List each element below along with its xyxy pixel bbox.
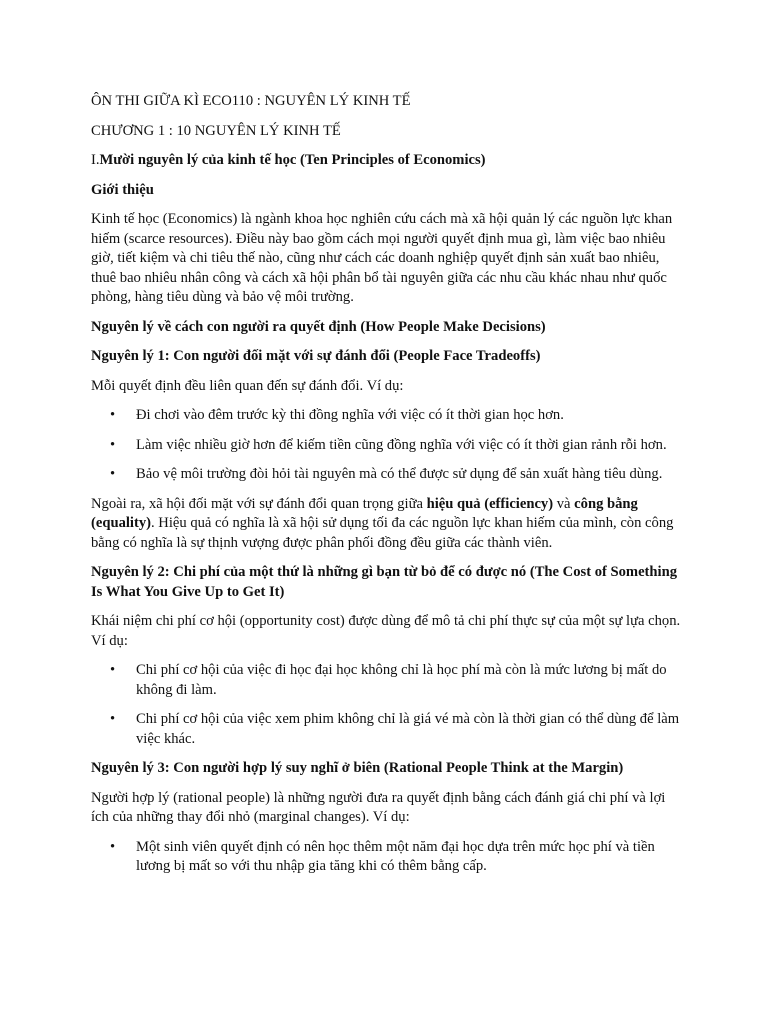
note-text: . Hiệu quả có nghĩa là xã hội sử dụng tối đa các nguồn lực khan hiếm của mình, còn công bằng có nghĩa là sự thịnh vượng được phân phối đồng đều giữa các thành viên. [91, 515, 674, 551]
list-item [91, 436, 681, 456]
principle2-heading: Nguyên lý 2: Chi phí của một thứ là những gì bạn từ bỏ để có được nó (The Cost of Something Is What You Give Up to Get It) [91, 564, 677, 600]
note-term-equality: công bằng (equality) [91, 495, 638, 531]
list-item-text: Làm việc nhiều giờ hơn để kiếm tiền cũng đồng nghĩa với việc có ít thời gian rảnh rỗi hơn. [136, 436, 667, 453]
section-heading [91, 151, 681, 171]
list-item [91, 406, 681, 426]
list-item-text: Bảo vệ môi trường đòi hỏi tài nguyên mà có thể được sử dụng để sản xuất hàng tiêu dùng. [136, 466, 663, 482]
principle3-list [91, 838, 681, 877]
intro-heading: Giới thiệu [91, 181, 154, 198]
bullet-icon: • [110, 407, 116, 423]
list-item-text: Một sinh viên quyết định có nên học thêm một năm đại học dựa trên mức học phí và tiền lương bị mất so với thu nhập gia tăng khi có thêm bằng cấp. [136, 838, 655, 874]
bullet-icon: • [110, 711, 116, 727]
section-number: I. [91, 152, 100, 168]
intro-paragraph: Kinh tế học (Economics) là ngành khoa học nghiên cứu cách mà xã hội quản lý các nguồn lực khan hiếm (scarce resources). Điều này bao gồm cách mọi người quyết định mua gì, làm việc bao nhiêu giờ, tiết kiệm và chi tiêu thế nào, cũng như cách các doanh nghiệp quyết định sản xuất bao nhiêu, thuê bao nhiêu nhân công và cách xã hội phân bổ tài nguyên giữa các nhu cầu khác nhau như quốc phòng, hàng tiêu dùng và bảo vệ môi trường. [91, 211, 673, 305]
list-item [91, 838, 681, 877]
list-item-text: Chi phí cơ hội của việc xem phim không chỉ là giá vé mà còn là thời gian có thể dùng để làm việc khác. [136, 711, 680, 747]
principle2-lead: Khái niệm chi phí cơ hội (opportunity cost) được dùng để mô tả chi phí thực sự của một sự lựa chọn. Ví dụ: [91, 613, 681, 649]
note-text: Ngoài ra, xã hội đối mặt với sự đánh đổi quan trọng giữa [91, 495, 427, 512]
chapter-title: CHƯƠNG 1 : 10 NGUYÊN LÝ KINH TẾ [91, 122, 341, 139]
note-term-efficiency: hiệu quả (efficiency) [426, 495, 554, 512]
list-item [91, 465, 681, 485]
document-content [91, 92, 681, 887]
principle1-note [91, 495, 681, 554]
bullet-icon: • [110, 662, 116, 678]
list-item-text: Chi phí cơ hội của việc đi học đại học không chỉ là học phí mà còn là mức lương bị mất do không đi làm. [136, 662, 667, 698]
bullet-icon: • [110, 838, 116, 855]
list-item [91, 661, 681, 700]
list-item-text: Đi chơi vào đêm trước kỳ thi đồng nghĩa với việc có ít thời gian học hơn. [136, 407, 564, 423]
principle3-heading: Nguyên lý 3: Con người hợp lý suy nghĩ ở biên (Rational People Think at the Margin) [91, 760, 624, 776]
note-text: và [553, 495, 575, 512]
document-title: ÔN THI GIỮA KÌ ECO110 : NGUYÊN LÝ KINH TẾ [91, 93, 411, 109]
section-title: Mười nguyên lý của kinh tế học (Ten Principles of Economics) [99, 152, 486, 168]
principle1-heading: Nguyên lý 1: Con người đối mặt với sự đánh đổi (People Face Tradeoffs) [91, 348, 541, 364]
principle1-list [91, 406, 681, 485]
bullet-icon: • [110, 436, 116, 453]
bullet-icon: • [110, 466, 116, 482]
principle1-lead: Mỗi quyết định đều liên quan đến sự đánh đổi. Ví dụ: [91, 377, 404, 394]
principle3-lead: Người hợp lý (rational people) là những người đưa ra quyết định bằng cách đánh giá chi phí và lợi ích của những thay đổi nhỏ (marginal changes). Ví dụ: [91, 789, 666, 825]
list-item [91, 710, 681, 749]
principle2-list [91, 661, 681, 749]
group-heading: Nguyên lý về cách con người ra quyết định (How People Make Decisions) [91, 318, 546, 335]
